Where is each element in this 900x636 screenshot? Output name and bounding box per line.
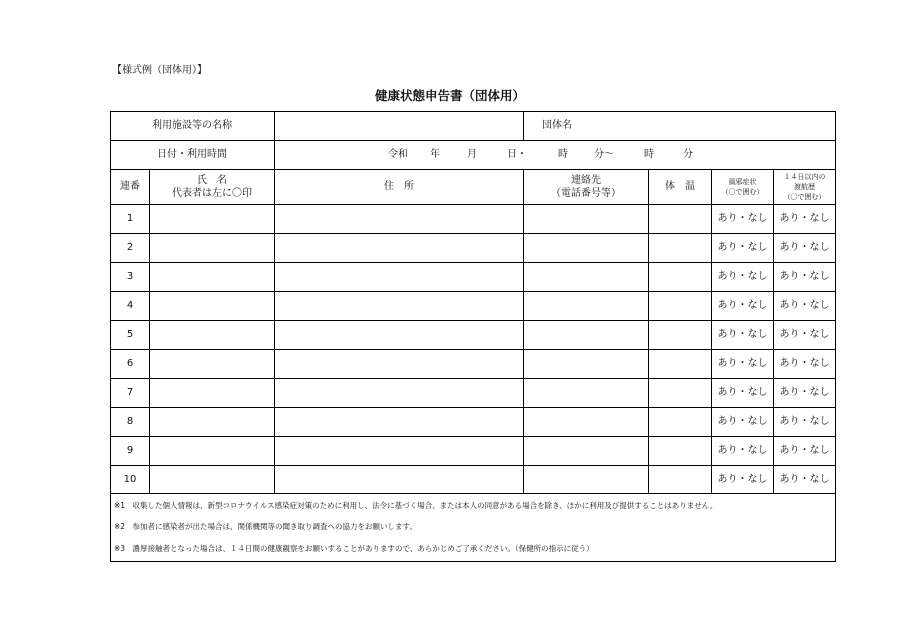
- travel-history-choice[interactable]: あり・なし: [779, 329, 830, 341]
- grid-line: [711, 169, 712, 493]
- grid-line: [523, 111, 524, 140]
- contact-field[interactable]: [524, 263, 648, 291]
- temperature-field[interactable]: [649, 234, 711, 262]
- facility-name-label: 利用施設等の名称: [152, 120, 232, 132]
- grid-line: [773, 169, 774, 493]
- col-header-number: 連番: [120, 181, 140, 193]
- row-number: 3: [126, 271, 134, 283]
- group-name-label: 団体名: [542, 120, 572, 132]
- address-field[interactable]: [275, 234, 523, 262]
- address-field[interactable]: [275, 466, 523, 494]
- name-field[interactable]: [150, 234, 274, 262]
- group-name-field[interactable]: [590, 112, 834, 140]
- name-field[interactable]: [150, 205, 274, 233]
- col-header-name-line2: 代表者は左に〇印: [172, 188, 252, 199]
- travel-history-choice[interactable]: あり・なし: [779, 445, 830, 457]
- cold-symptoms-choice[interactable]: あり・なし: [717, 358, 768, 370]
- travel-history-choice[interactable]: あり・なし: [779, 358, 830, 370]
- temperature-field[interactable]: [649, 205, 711, 233]
- contact-field[interactable]: [524, 408, 648, 436]
- col-header-travel-line2: 渡航歴: [794, 182, 815, 191]
- grid-line: [110, 169, 836, 170]
- col-header-contact-line2: （電話番号等）: [551, 188, 621, 199]
- col-header-cold-symptoms: [712, 170, 773, 204]
- cold-symptoms-choice[interactable]: あり・なし: [717, 213, 768, 225]
- grid-line: [110, 436, 836, 437]
- grid-line: [110, 204, 836, 205]
- name-field[interactable]: [150, 466, 274, 494]
- address-field[interactable]: [275, 263, 523, 291]
- contact-field[interactable]: [524, 292, 648, 320]
- start-minute-unit: 分～: [594, 149, 614, 161]
- row-number: 2: [126, 242, 134, 254]
- contact-field[interactable]: [524, 234, 648, 262]
- address-field[interactable]: [275, 437, 523, 465]
- cold-symptoms-choice[interactable]: あり・なし: [717, 387, 768, 399]
- col-header-travel-line1: １４日以内の: [783, 172, 826, 181]
- temperature-field[interactable]: [649, 350, 711, 378]
- grid-line: [110, 291, 836, 292]
- row-number: 8: [126, 416, 134, 428]
- contact-field[interactable]: [524, 437, 648, 465]
- row-number: 4: [126, 300, 134, 312]
- note-3: ※3 濃厚接触者となった場合は、１４日間の健康観察をお願いすることがありますので、あらかじめご了承ください。（保健所の指示に従う）: [114, 544, 594, 553]
- row-number: 10: [123, 474, 137, 486]
- temperature-field[interactable]: [649, 466, 711, 494]
- address-field[interactable]: [275, 350, 523, 378]
- month-unit: 月: [467, 149, 477, 161]
- start-hour-unit: 時: [558, 149, 568, 161]
- cold-symptoms-choice[interactable]: あり・なし: [717, 416, 768, 428]
- grid-line: [110, 465, 836, 466]
- name-field[interactable]: [150, 321, 274, 349]
- facility-name-field[interactable]: [275, 112, 523, 140]
- temperature-field[interactable]: [649, 437, 711, 465]
- contact-field[interactable]: [524, 466, 648, 494]
- document-title: 健康状態申告書（団体用）: [374, 88, 525, 103]
- row-number: 7: [126, 387, 134, 399]
- datetime-field[interactable]: [275, 141, 835, 169]
- col-header-contact-line1: 連絡先: [571, 174, 601, 186]
- cold-symptoms-choice[interactable]: あり・なし: [717, 242, 768, 254]
- end-hour-unit: 時: [644, 149, 654, 161]
- travel-history-choice[interactable]: あり・なし: [779, 213, 830, 225]
- temperature-field[interactable]: [649, 292, 711, 320]
- name-field[interactable]: [150, 292, 274, 320]
- grid-line: [110, 233, 836, 234]
- cold-symptoms-choice[interactable]: あり・なし: [717, 329, 768, 341]
- travel-history-choice[interactable]: あり・なし: [779, 271, 830, 283]
- grid-line: [274, 111, 275, 493]
- year-unit: 年: [430, 149, 440, 161]
- row-number: 5: [126, 329, 134, 341]
- note-1: ※1 収集した個人情報は、新型コロナウイルス感染症対策のために利用し、法令に基づく場合、または本人の同意がある場合を除き、ほかに利用及び提供することはありません。: [114, 501, 718, 510]
- grid-line: [110, 140, 836, 141]
- row-number: 9: [126, 445, 134, 457]
- grid-line: [523, 169, 524, 493]
- row-number: 1: [126, 213, 134, 225]
- grid-line: [149, 169, 150, 493]
- address-field[interactable]: [275, 205, 523, 233]
- name-field[interactable]: [150, 379, 274, 407]
- grid-line: [110, 378, 836, 379]
- temperature-field[interactable]: [649, 408, 711, 436]
- col-header-cold-line2: （〇で囲む）: [721, 188, 764, 196]
- col-header-travel-line3: （〇で囲む）: [783, 193, 826, 202]
- col-header-contact: [524, 170, 648, 204]
- name-field[interactable]: [150, 263, 274, 291]
- form-label: 【様式例（団体用）】: [112, 65, 207, 76]
- cold-symptoms-choice[interactable]: あり・なし: [717, 445, 768, 457]
- col-header-address: 住 所: [384, 181, 414, 193]
- grid-line: [110, 493, 836, 494]
- col-header-temperature: 体 温: [665, 181, 695, 193]
- grid-line: [648, 169, 649, 493]
- contact-field[interactable]: [524, 205, 648, 233]
- travel-history-choice[interactable]: あり・なし: [779, 387, 830, 399]
- row-number: 6: [126, 358, 134, 370]
- col-header-name-line1: 氏 名: [197, 174, 227, 186]
- temperature-field[interactable]: [649, 263, 711, 291]
- end-minute-unit: 分: [683, 149, 693, 161]
- temperature-field[interactable]: [649, 379, 711, 407]
- era-reiwa: 令和: [388, 149, 408, 161]
- address-field[interactable]: [275, 292, 523, 320]
- address-field[interactable]: [275, 379, 523, 407]
- travel-history-choice[interactable]: あり・なし: [779, 416, 830, 428]
- address-field[interactable]: [275, 408, 523, 436]
- note-2: ※2 参加者に感染者が出た場合は、関係機関等の聞き取り調査への協力をお願いします。: [114, 522, 417, 531]
- grid-line: [110, 407, 836, 408]
- grid-line: [110, 262, 836, 263]
- col-header-cold-line1: 風邪症状: [728, 177, 757, 186]
- travel-history-choice[interactable]: あり・なし: [779, 300, 830, 312]
- cold-symptoms-choice[interactable]: あり・なし: [717, 300, 768, 312]
- name-field[interactable]: [150, 350, 274, 378]
- contact-field[interactable]: [524, 379, 648, 407]
- cold-symptoms-choice[interactable]: あり・なし: [717, 474, 768, 486]
- datetime-label: 日付・利用時間: [157, 149, 227, 161]
- travel-history-choice[interactable]: あり・なし: [779, 242, 830, 254]
- col-header-travel-history: [774, 170, 835, 204]
- contact-field[interactable]: [524, 350, 648, 378]
- day-unit: 日・: [507, 149, 527, 161]
- col-header-name: [150, 170, 274, 204]
- address-field[interactable]: [275, 321, 523, 349]
- name-field[interactable]: [150, 408, 274, 436]
- name-field[interactable]: [150, 437, 274, 465]
- cold-symptoms-choice[interactable]: あり・なし: [717, 271, 768, 283]
- travel-history-choice[interactable]: あり・なし: [779, 474, 830, 486]
- grid-line: [110, 320, 836, 321]
- grid-line: [110, 349, 836, 350]
- temperature-field[interactable]: [649, 321, 711, 349]
- contact-field[interactable]: [524, 321, 648, 349]
